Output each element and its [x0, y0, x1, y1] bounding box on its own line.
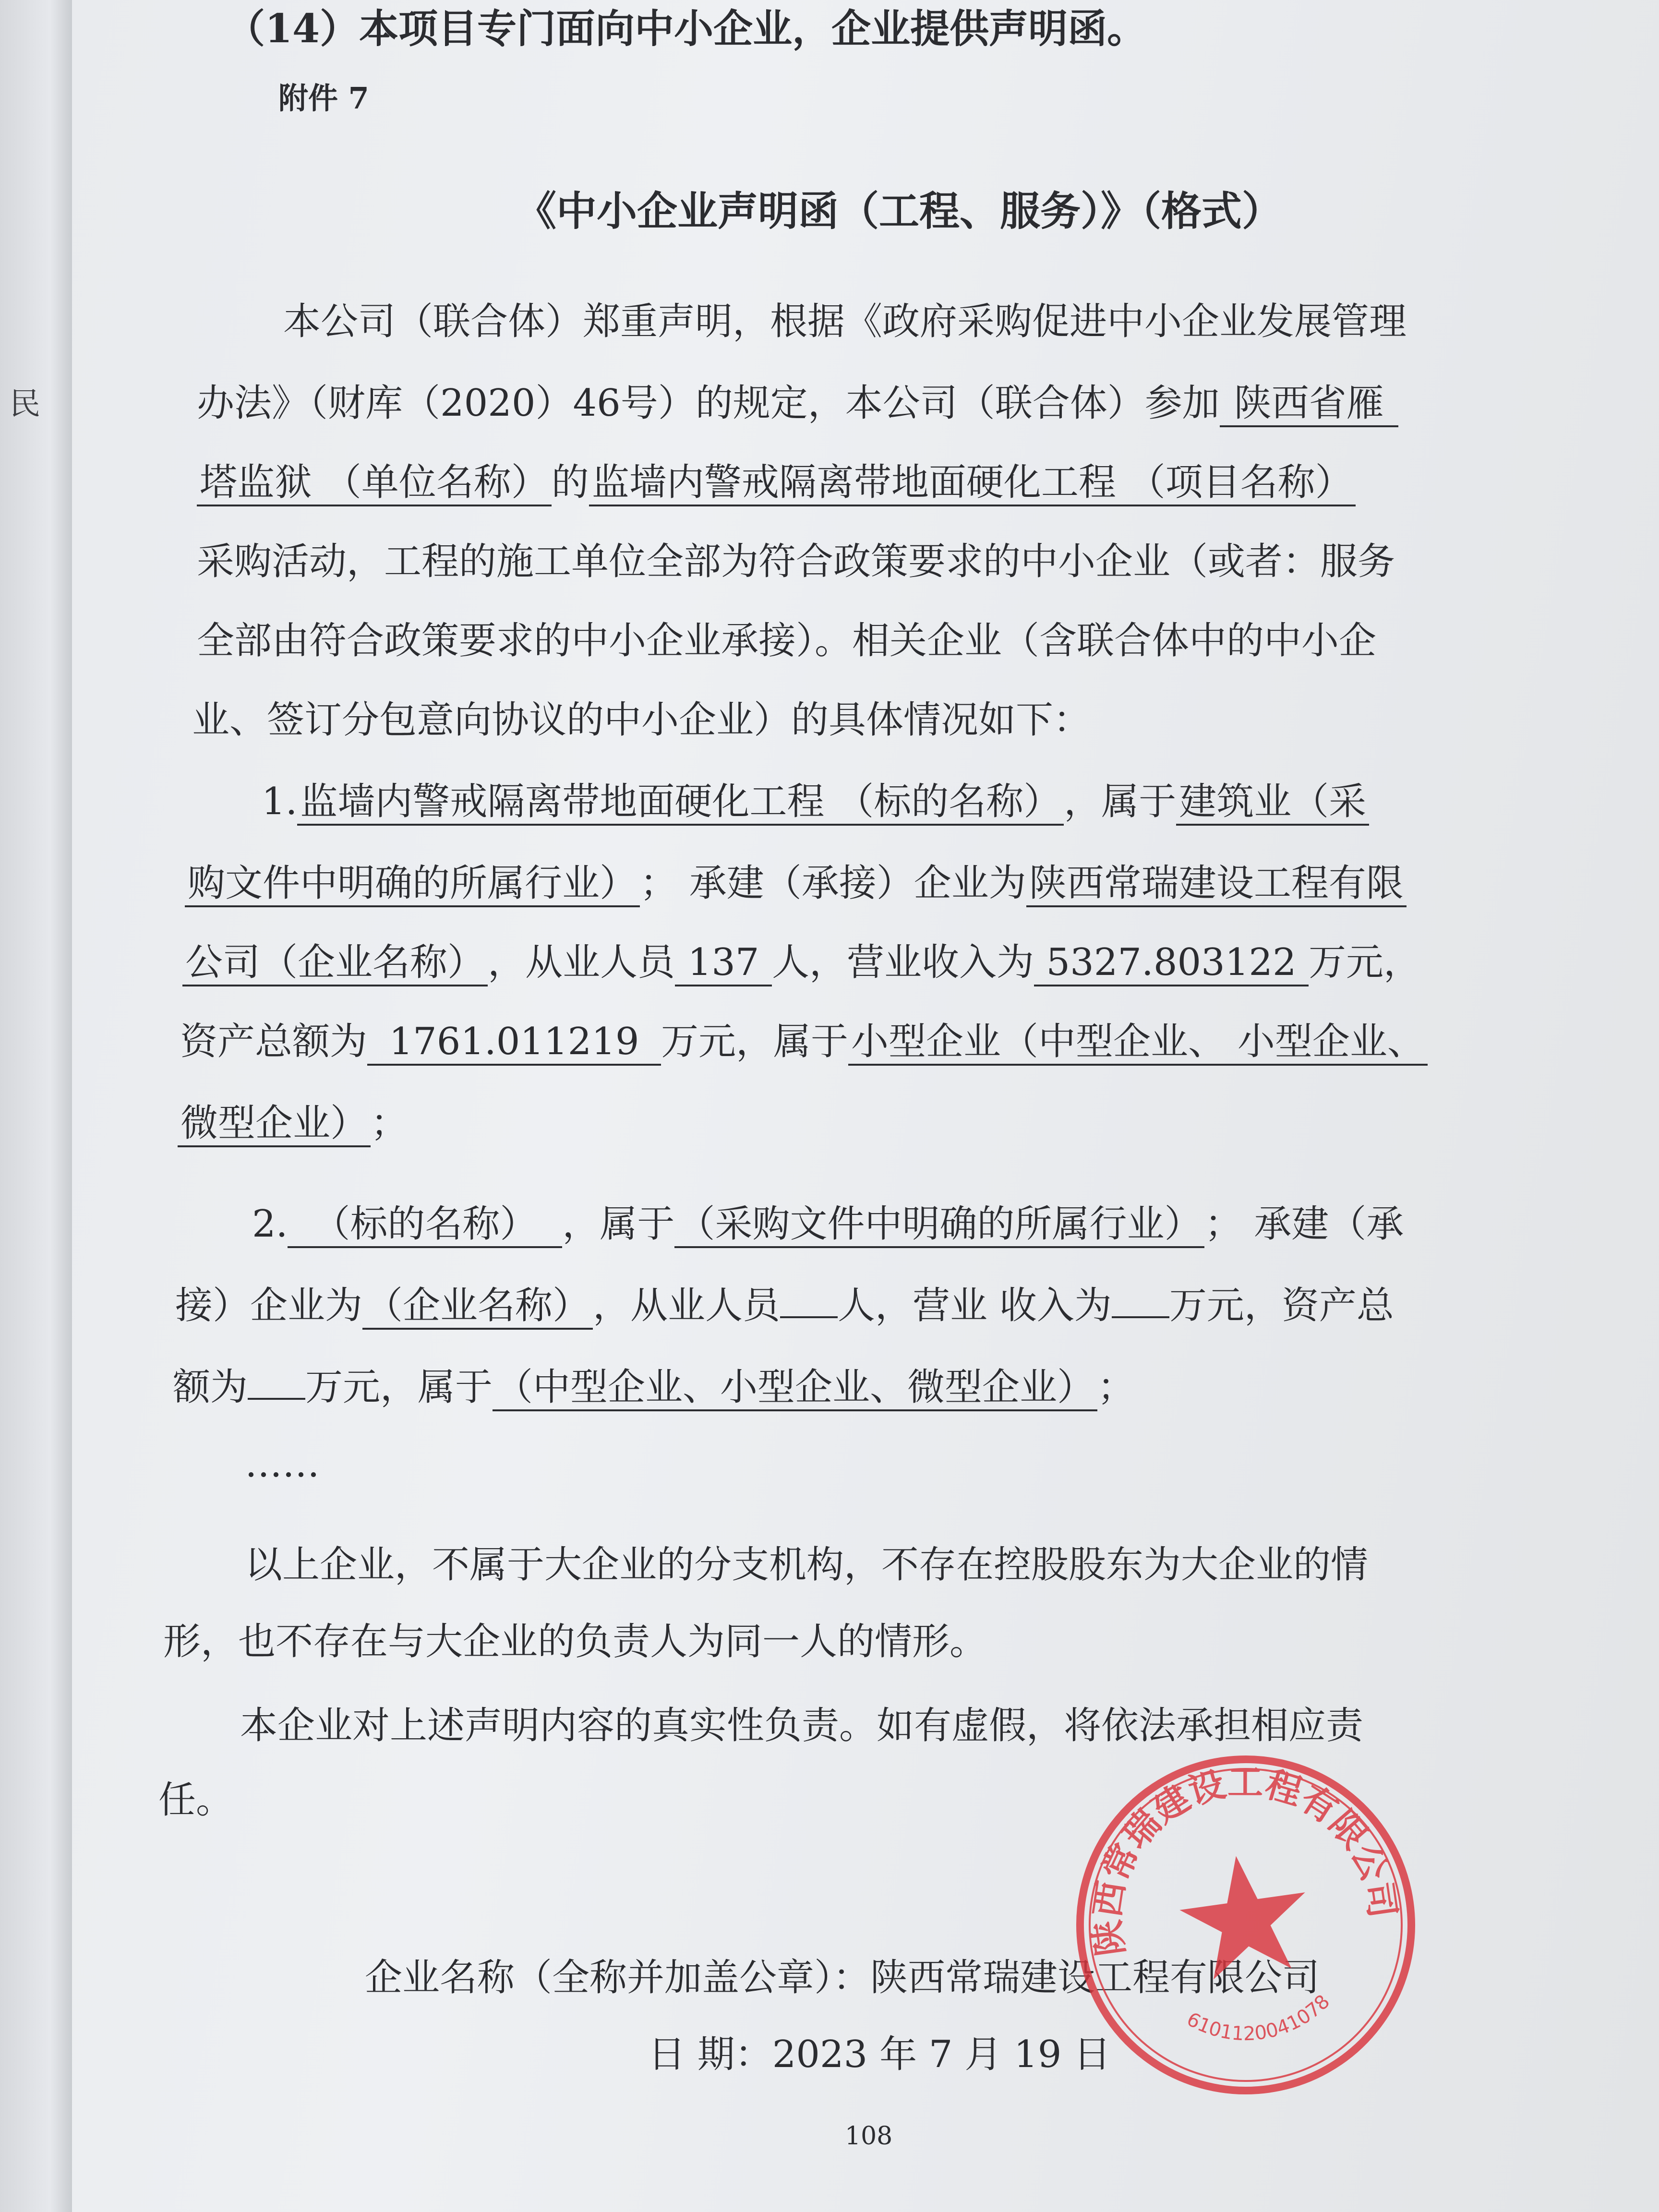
item1-revenue-field: 5327.803122 — [1034, 940, 1309, 986]
company-label: 企业名称（全称并加盖公章）： — [365, 1956, 871, 1999]
item2-text6: 万元，资产总 — [1169, 1284, 1394, 1327]
item1-text2: ； 承建（承接）企业为 — [640, 862, 1026, 905]
unit-name-field: 陕西省雁 — [1220, 381, 1398, 427]
item2-text4: ，从业人员 — [593, 1284, 781, 1327]
item2-text9: ； — [1097, 1366, 1135, 1409]
item1-text6: 资产总额为 — [180, 1020, 368, 1063]
item2-industry-field: （采购文件中明确的所属行业） — [674, 1202, 1204, 1248]
page-number: 108 — [845, 2122, 893, 2151]
left-facing-page-edge — [0, 0, 73, 2212]
item1-size-field-cont: 微型企业） — [178, 1101, 371, 1147]
item1-text4: 人，营业收入为 — [772, 941, 1034, 984]
item2-text7: 额为 — [173, 1366, 248, 1409]
item1-industry-field-cont: 购文件中明确的所属行业） — [185, 861, 640, 907]
item1-industry-field: 建筑业（采 — [1176, 780, 1369, 826]
item1-line3 — [182, 938, 1421, 986]
item1-line5 — [178, 1099, 408, 1147]
item2-text2: ； 承建（承 — [1204, 1202, 1404, 1246]
ellipsis: …… — [245, 1443, 320, 1486]
seal-name-text: 陕西常瑞建设工程有限公司 — [1086, 1762, 1404, 1959]
item1-subject-field: 监墙内警戒隔离带地面硬化工程 （标的名称） — [297, 780, 1064, 826]
item1-size-field: 小型企业（中型企业、 小型企业、 — [848, 1020, 1428, 1066]
item1-line4 — [180, 1018, 1428, 1066]
para1-line2 — [197, 379, 1398, 427]
item2-number: 2. — [252, 1202, 288, 1246]
item1-employees-field: 137 — [675, 940, 772, 986]
item1-company-field-cont: 公司（企业名称） — [182, 940, 488, 986]
para1-line3 — [197, 458, 1356, 506]
item2-text5: 人，营业 收入为 — [838, 1284, 1112, 1327]
para1-de: 的 — [551, 461, 589, 504]
item2-company-field: （企业名称） — [362, 1284, 593, 1330]
document-page — [72, 0, 1659, 2212]
para2-line2: 形，也不存在与大企业的负责人为同一人的情形。 — [163, 1620, 987, 1663]
para1-line2-text: 办法》（财库（2020）46号）的规定，本公司（联合体）参加 — [197, 382, 1220, 425]
item2-line1 — [252, 1200, 1404, 1248]
item1-company-field: 陕西常瑞建设工程有限 — [1026, 861, 1407, 907]
item1-text3: ，从业人员 — [488, 941, 675, 984]
item2-size-field: （中型企业、小型企业、微型企业） — [493, 1365, 1097, 1411]
seal-star-icon — [1173, 1847, 1315, 1983]
item1-number: 1. — [262, 780, 298, 823]
item2-text3: 接）企业为 — [175, 1284, 363, 1327]
company-seal — [1045, 1724, 1446, 2126]
para3-line2: 任。 — [158, 1779, 234, 1822]
date-label: 日 期： — [648, 2033, 772, 2076]
para1-line5: 全部由符合政策要求的中小企业承接）。相关企业（含联合体中的中小企 — [197, 619, 1377, 662]
para3-line1: 本企业对上述声明内容的真实性负责。如有虚假，将依法承担相应责 — [240, 1704, 1364, 1747]
left-page-character: 民 — [10, 386, 40, 422]
item2-assets-blank — [248, 1398, 305, 1400]
item2-employees-blank — [780, 1316, 838, 1318]
project-name-field: 监墙内警戒隔离带地面硬化工程 （项目名称） — [589, 460, 1356, 506]
item1-line2 — [185, 859, 1407, 907]
item2-line2 — [175, 1282, 1394, 1330]
para1-line4: 采购活动，工程的施工单位全部为符合政策要求的中小企业（或者：服务 — [197, 540, 1395, 583]
item1-line1 — [262, 778, 1369, 826]
item2-subject-field: （标的名称） — [288, 1202, 562, 1248]
para2-line1: 以上企业，不属于大企业的分支机构，不存在控股股东为大企业的情 — [245, 1543, 1369, 1587]
item2-text8: 万元，属于 — [305, 1366, 493, 1409]
attachment-label: 附件 7 — [278, 81, 369, 116]
item1-text8: ； — [371, 1102, 409, 1145]
item2-revenue-blank — [1112, 1316, 1169, 1318]
item1-text7: 万元，属于 — [661, 1020, 849, 1063]
item1-text5: 万元， — [1309, 941, 1421, 984]
document-title: 《中小企业声明函（工程、服务）》（格式） — [516, 187, 1283, 235]
para1-line1: 本公司（联合体）郑重声明，根据《政府采购促进中小企业发展管理 — [283, 300, 1407, 343]
signature-date-line — [648, 2031, 1111, 2079]
item2-text1: ，属于 — [562, 1202, 675, 1246]
seal-code-text: 6101120041078 — [1183, 1990, 1334, 2045]
item1-assets-field: 1761.011219 — [367, 1020, 661, 1066]
item1-text1: ，属于 — [1064, 780, 1177, 823]
unit-name-field-cont: 塔监狱 （单位名称） — [197, 460, 552, 506]
para1-line6: 业、签订分包意向协议的中小企业）的具体情况如下： — [192, 698, 1091, 742]
date-value: 2023 年 7 月 19 日 — [772, 2033, 1111, 2076]
company-name: 陕西常瑞建设工程有限公司 — [870, 1956, 1320, 1999]
section-heading: （14）本项目专门面向中小企业，企业提供声明函。 — [226, 6, 1147, 52]
item2-line3 — [173, 1363, 1135, 1411]
